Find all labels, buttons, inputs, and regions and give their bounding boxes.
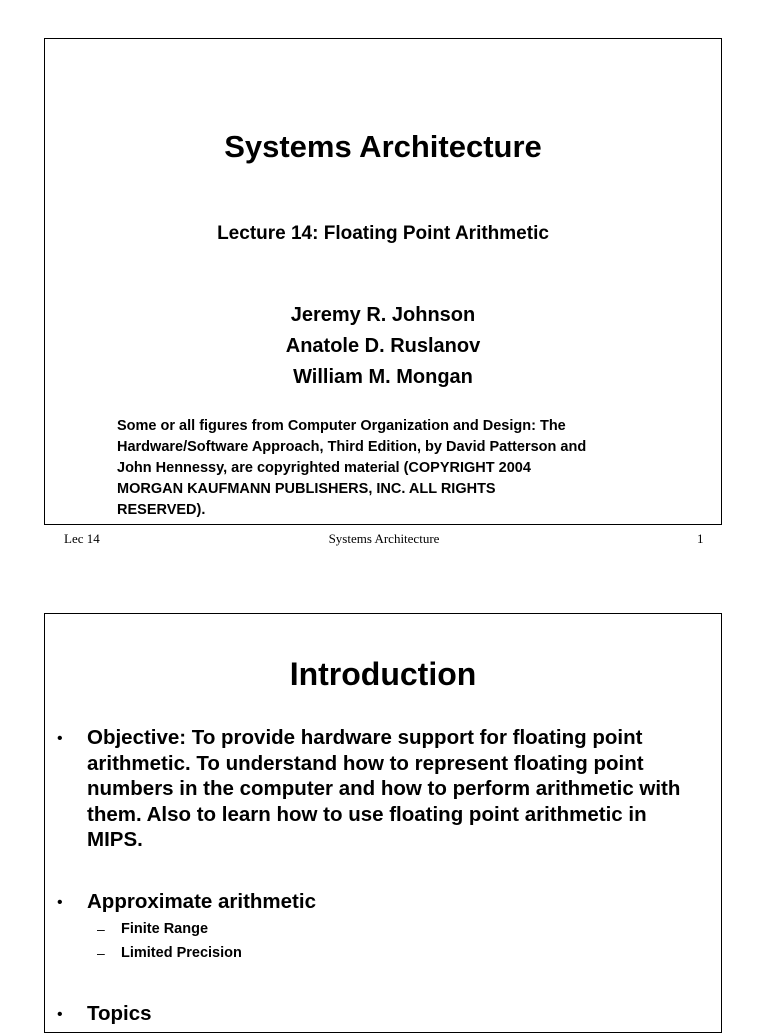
approximate-arithmetic-heading: Approximate arithmetic — [87, 890, 316, 913]
objective-line: arithmetic. To understand how to represent floating point — [87, 751, 644, 775]
dash-icon: – — [97, 945, 105, 961]
author-name: Anatole D. Ruslanov — [285, 335, 481, 357]
objective-line: MIPS. — [87, 828, 143, 851]
footer-course-title: Systems Architecture — [328, 531, 440, 546]
bullet-icon: • — [57, 894, 63, 911]
objective-line: numbers in the computer and how to perform arithmetic with — [87, 777, 681, 800]
objective-line: them. Also to learn how to use floating point arithmetic in — [87, 802, 647, 826]
copyright-line: Hardware/Software Approach, Third Edition, by David Patterson and — [117, 439, 587, 455]
footer-page-number: 1 — [697, 531, 704, 546]
author-list — [45, 300, 721, 393]
objective-bullet — [87, 725, 717, 853]
bullet-icon: • — [57, 1006, 63, 1023]
copyright-line: John Hennessy, are copyrighted material (COPYRIGHT 2004 — [117, 460, 531, 476]
sub-item-limited-precision: Limited Precision — [121, 945, 242, 961]
slide-title: Systems Architecture — [224, 129, 542, 164]
introduction-slide — [44, 613, 722, 1033]
dash-icon: – — [97, 921, 105, 937]
slide-title: Introduction — [289, 656, 477, 692]
author-name: William M. Mongan — [293, 366, 473, 388]
bullet-icon: • — [57, 730, 63, 747]
copyright-line: Some or all figures from Computer Organization and Design: The — [117, 418, 566, 434]
topics-heading: Topics — [87, 1002, 152, 1025]
lecture-subtitle: Lecture 14: Floating Point Arithmetic — [217, 223, 549, 244]
objective-line: Objective: To provide hardware support for floating point — [87, 726, 643, 749]
title-slide — [44, 38, 722, 525]
copyright-line: RESERVED). — [117, 502, 206, 518]
author-name: Jeremy R. Johnson — [290, 304, 476, 326]
footer-lecture-number: Lec 14 — [64, 531, 100, 546]
copyright-notice — [117, 416, 687, 521]
copyright-line: MORGAN KAUFMANN PUBLISHERS, INC. ALL RIGHTS — [117, 481, 496, 497]
sub-item-finite-range: Finite Range — [121, 921, 209, 937]
